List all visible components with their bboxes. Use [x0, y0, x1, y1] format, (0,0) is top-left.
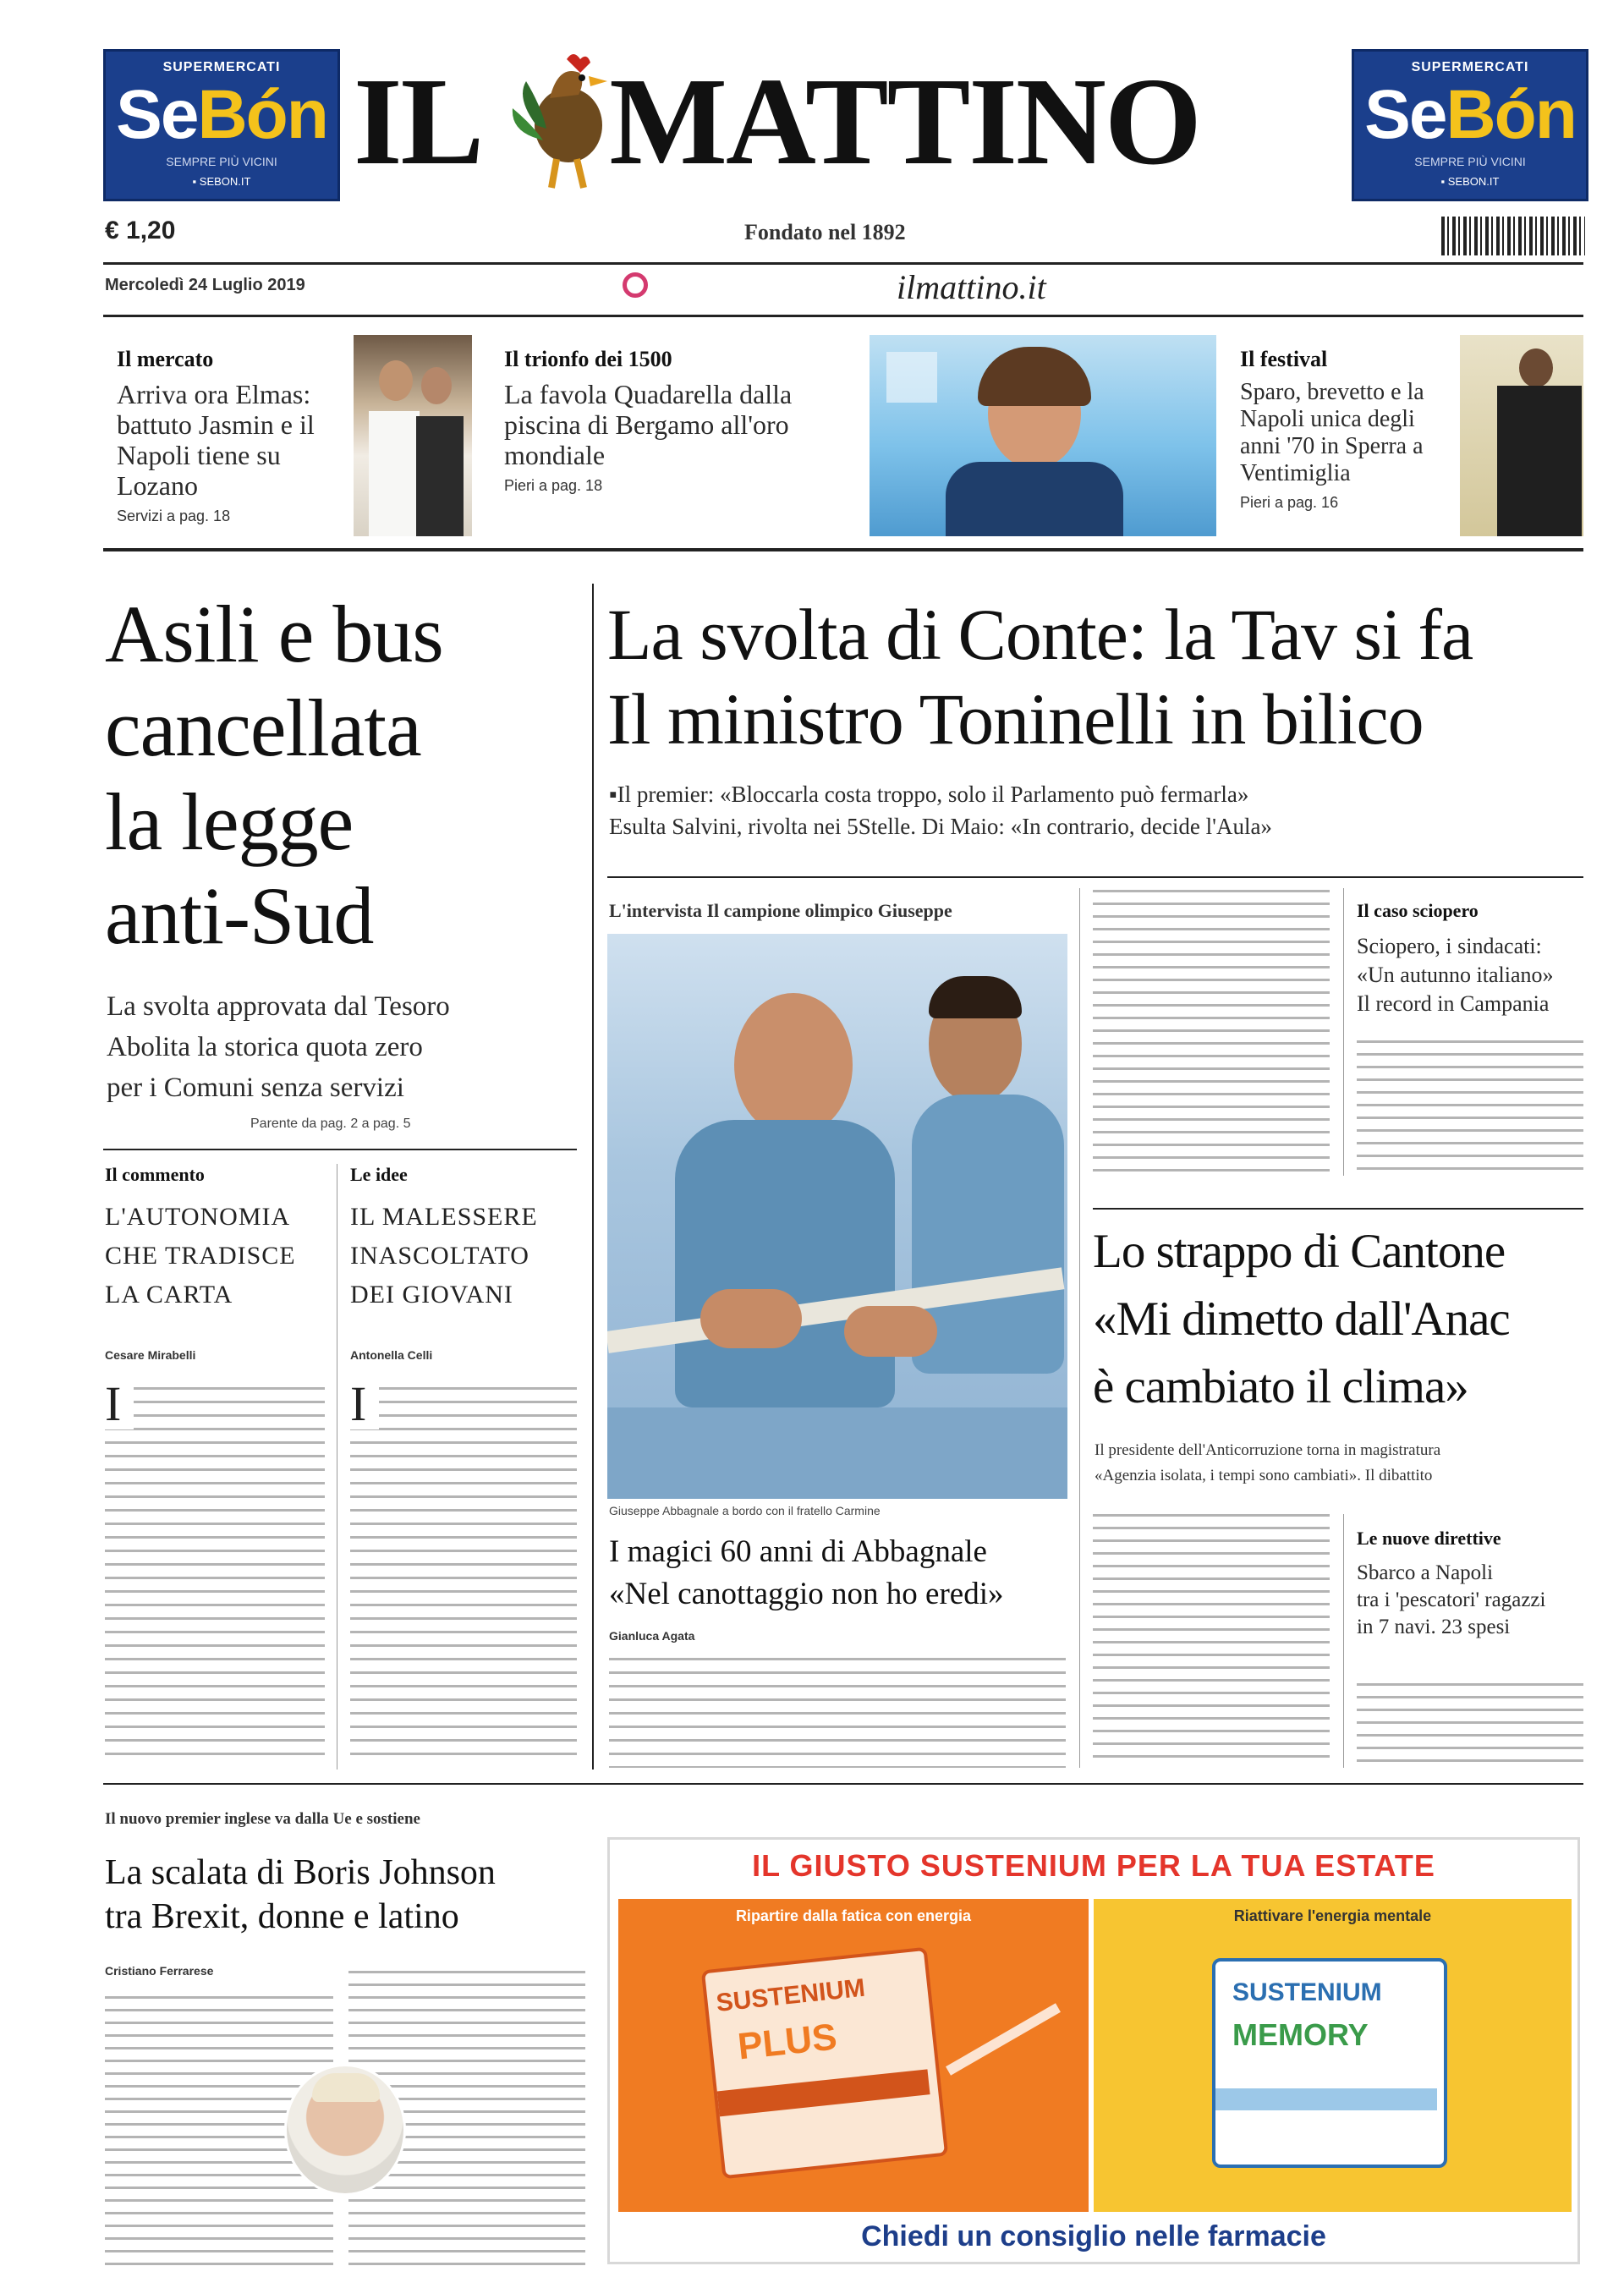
commentary-2-body — [350, 1387, 577, 1759]
teaser-photo-2 — [870, 335, 1216, 536]
ad-sebon-sub2: ▪ SEBON.IT — [192, 175, 251, 188]
side-story-kicker: Le nuove direttive — [1357, 1528, 1501, 1549]
commentary-1-body — [105, 1387, 325, 1759]
commentary-2[interactable] — [350, 1164, 579, 1362]
teaser-divider — [103, 548, 1583, 551]
bottom-section-divider — [103, 1783, 1583, 1785]
teaser-photo-1 — [354, 335, 472, 536]
ad-sebon-left[interactable] — [103, 49, 340, 201]
masthead-title[interactable] — [354, 52, 1200, 191]
ad-right-panel — [1094, 1899, 1572, 2212]
masthead-title-il: IL — [354, 52, 483, 191]
photo-abbagnale — [607, 934, 1067, 1499]
side-story-2[interactable] — [1357, 1528, 1583, 1641]
boris-kicker: Il nuovo premier inglese va dalla Ue e sostiene — [105, 1810, 420, 1828]
side-story-text: Sbarco a Napoli tra i 'pescatori' ragazzi in 7 navi. 23 spesi — [1357, 1561, 1546, 1638]
teaser-ref: Servizi a pag. 18 — [117, 508, 231, 524]
ad-title: IL GIUSTO SUSTENIUM PER LA TUA ESTATE — [752, 1848, 1435, 1883]
issue-date: Mercoledì 24 Luglio 2019 — [105, 276, 305, 294]
teaser-2[interactable] — [504, 347, 868, 495]
teaser-ref: Pieri a pag. 16 — [1240, 494, 1339, 511]
dropcap: I — [350, 1379, 379, 1429]
ad-left-panel — [618, 1899, 1089, 2212]
masthead-divider — [103, 262, 1583, 265]
ad-sebon-right[interactable] — [1352, 49, 1588, 201]
side-story-1[interactable] — [1357, 900, 1583, 1018]
commentary-headline: IL MALESSERE INASCOLTATO DEI GIOVANI — [350, 1203, 538, 1309]
price: € 1,20 — [105, 217, 176, 244]
cantone-divider — [1093, 1208, 1583, 1210]
lead-left-deck: La svolta approvata dal Tesoro Abolita la storica quota zero per i Comuni senza servizi — [107, 991, 450, 1103]
ad-sustenium[interactable] — [607, 1837, 1580, 2264]
ad-sebon-logo: SeBón — [116, 76, 327, 153]
col-divider — [1343, 1514, 1344, 1768]
teaser-kicker: Il mercato — [117, 347, 214, 371]
side-story-kicker: Il caso sciopero — [1357, 900, 1479, 921]
photo-caption: Giuseppe Abbagnale a bordo con il fratello Carmine — [609, 1504, 881, 1517]
ad-sebon-sub2: ▪ SEBON.IT — [1440, 175, 1500, 188]
teaser-ref: Pieri a pag. 18 — [504, 477, 603, 494]
side-story-2-body — [1357, 1683, 1583, 1768]
lead-left-ref: Parente da pag. 2 a pag. 5 — [250, 1117, 411, 1131]
ad-right-caption: Riattivare l'energia mentale — [1233, 1907, 1432, 1924]
ad-footer: Chiedi un consiglio nelle farmacie — [861, 2220, 1326, 2252]
barcode-icon — [1441, 217, 1585, 255]
dropcap: I — [105, 1379, 134, 1429]
main-story-body — [1093, 890, 1330, 1174]
date-divider — [103, 315, 1583, 317]
teaser-text: Arriva ora Elmas: battuto Jasmin e il Napoli tiene su Lozano — [117, 379, 315, 501]
teaser-kicker: Il festival — [1240, 347, 1328, 371]
ad-pack-left: SUSTENIUM PLUS — [701, 1947, 948, 2180]
commentary-kicker: Il commento — [105, 1164, 205, 1185]
site-url[interactable]: ilmattino.it — [897, 268, 1046, 306]
commentary-byline: Cesare Mirabelli — [105, 1348, 196, 1362]
ad-sebon-kicker: SUPERMERCATI — [162, 60, 281, 74]
masthead-title-mattino: MATTINO — [609, 52, 1200, 191]
main-deck: ▪Il premier: «Bloccarla costa troppo, solo il Parlamento può fermarla» Esulta Salvini, rivolta nei 5Stelle. Di Maio: «In contrario, decide l'Aula» — [609, 782, 1272, 839]
ad-pack-right: SUSTENIUM MEMORY — [1212, 1958, 1447, 2168]
cantone-deck: Il presidente dell'Anticorruzione torna in magistratura «Agenzia isolata, i tempi sono cambiati». Il dibattito — [1095, 1441, 1441, 1484]
teaser-3[interactable] — [1240, 347, 1451, 512]
teaser-text: Sparo, brevetto e la Napoli unica degli anni '70 in Sperra a Ventimiglia — [1240, 379, 1424, 486]
col-divider — [1343, 888, 1344, 1176]
ad-left-caption: Ripartire dalla fatica con energia — [735, 1907, 972, 1924]
lead-left-divider — [103, 1149, 577, 1150]
ad-sebon-sub: SEMPRE PIÙ VICINI — [166, 155, 277, 168]
side-story-1-body — [1357, 1040, 1583, 1172]
ad-arrow-icon — [946, 2003, 1061, 2075]
ad-sebon-logo: SeBón — [1364, 76, 1576, 153]
commentary-kicker: Le idee — [350, 1164, 408, 1185]
photo-story-headline[interactable]: I magici 60 anni di Abbagnale «Nel canottaggio non ho eredi» — [609, 1534, 1004, 1611]
boris-byline: Cristiano Ferrarese — [105, 1964, 214, 1978]
photo-story-byline: Gianluca Agata — [609, 1629, 695, 1643]
boris-portrait — [284, 2064, 406, 2196]
boris-headline[interactable]: La scalata di Boris Johnson tra Brexit, donne e latino — [105, 1853, 496, 1936]
cantone-body — [1093, 1514, 1330, 1768]
commentary-1[interactable] — [105, 1164, 325, 1362]
photo-story-kicker: L'intervista Il campione olimpico Giuseppe — [609, 900, 952, 921]
teaser-text: La favola Quadarella dalla piscina di Bergamo all'oro mondiale — [504, 379, 793, 470]
teaser-kicker: Il trionfo dei 1500 — [504, 347, 672, 371]
teaser-photo-3 — [1460, 335, 1583, 536]
teaser-1[interactable] — [117, 347, 345, 525]
rooster-logo-icon — [508, 47, 626, 191]
side-story-text: Sciopero, i sindacati: «Un autunno italiano» Il record in Campania — [1357, 934, 1554, 1016]
main-divider — [607, 876, 1583, 878]
lead-left-headline[interactable]: Asili e bus cancellata la legge anti-Sud — [105, 589, 443, 961]
commentary-headline: L'AUTONOMIA CHE TRADISCE LA CARTA — [105, 1203, 296, 1309]
commentary-byline: Antonella Celli — [350, 1348, 433, 1362]
ad-sebon-sub: SEMPRE PIÙ VICINI — [1414, 155, 1526, 168]
cantone-headline[interactable]: Lo strappo di Cantone «Mi dimetto dall'Anac è cambiato il clima» — [1093, 1225, 1510, 1413]
column-divider — [592, 584, 594, 1769]
ad-sebon-kicker: SUPERMERCATI — [1411, 60, 1529, 74]
main-headline[interactable]: La svolta di Conte: la Tav si fa Il ministro Toninelli in bilico — [607, 594, 1473, 760]
photo-story-body — [609, 1658, 1066, 1768]
col-divider — [1079, 888, 1080, 1768]
founded-line: Fondato nel 1892 — [744, 220, 906, 244]
web-icon — [623, 272, 648, 298]
